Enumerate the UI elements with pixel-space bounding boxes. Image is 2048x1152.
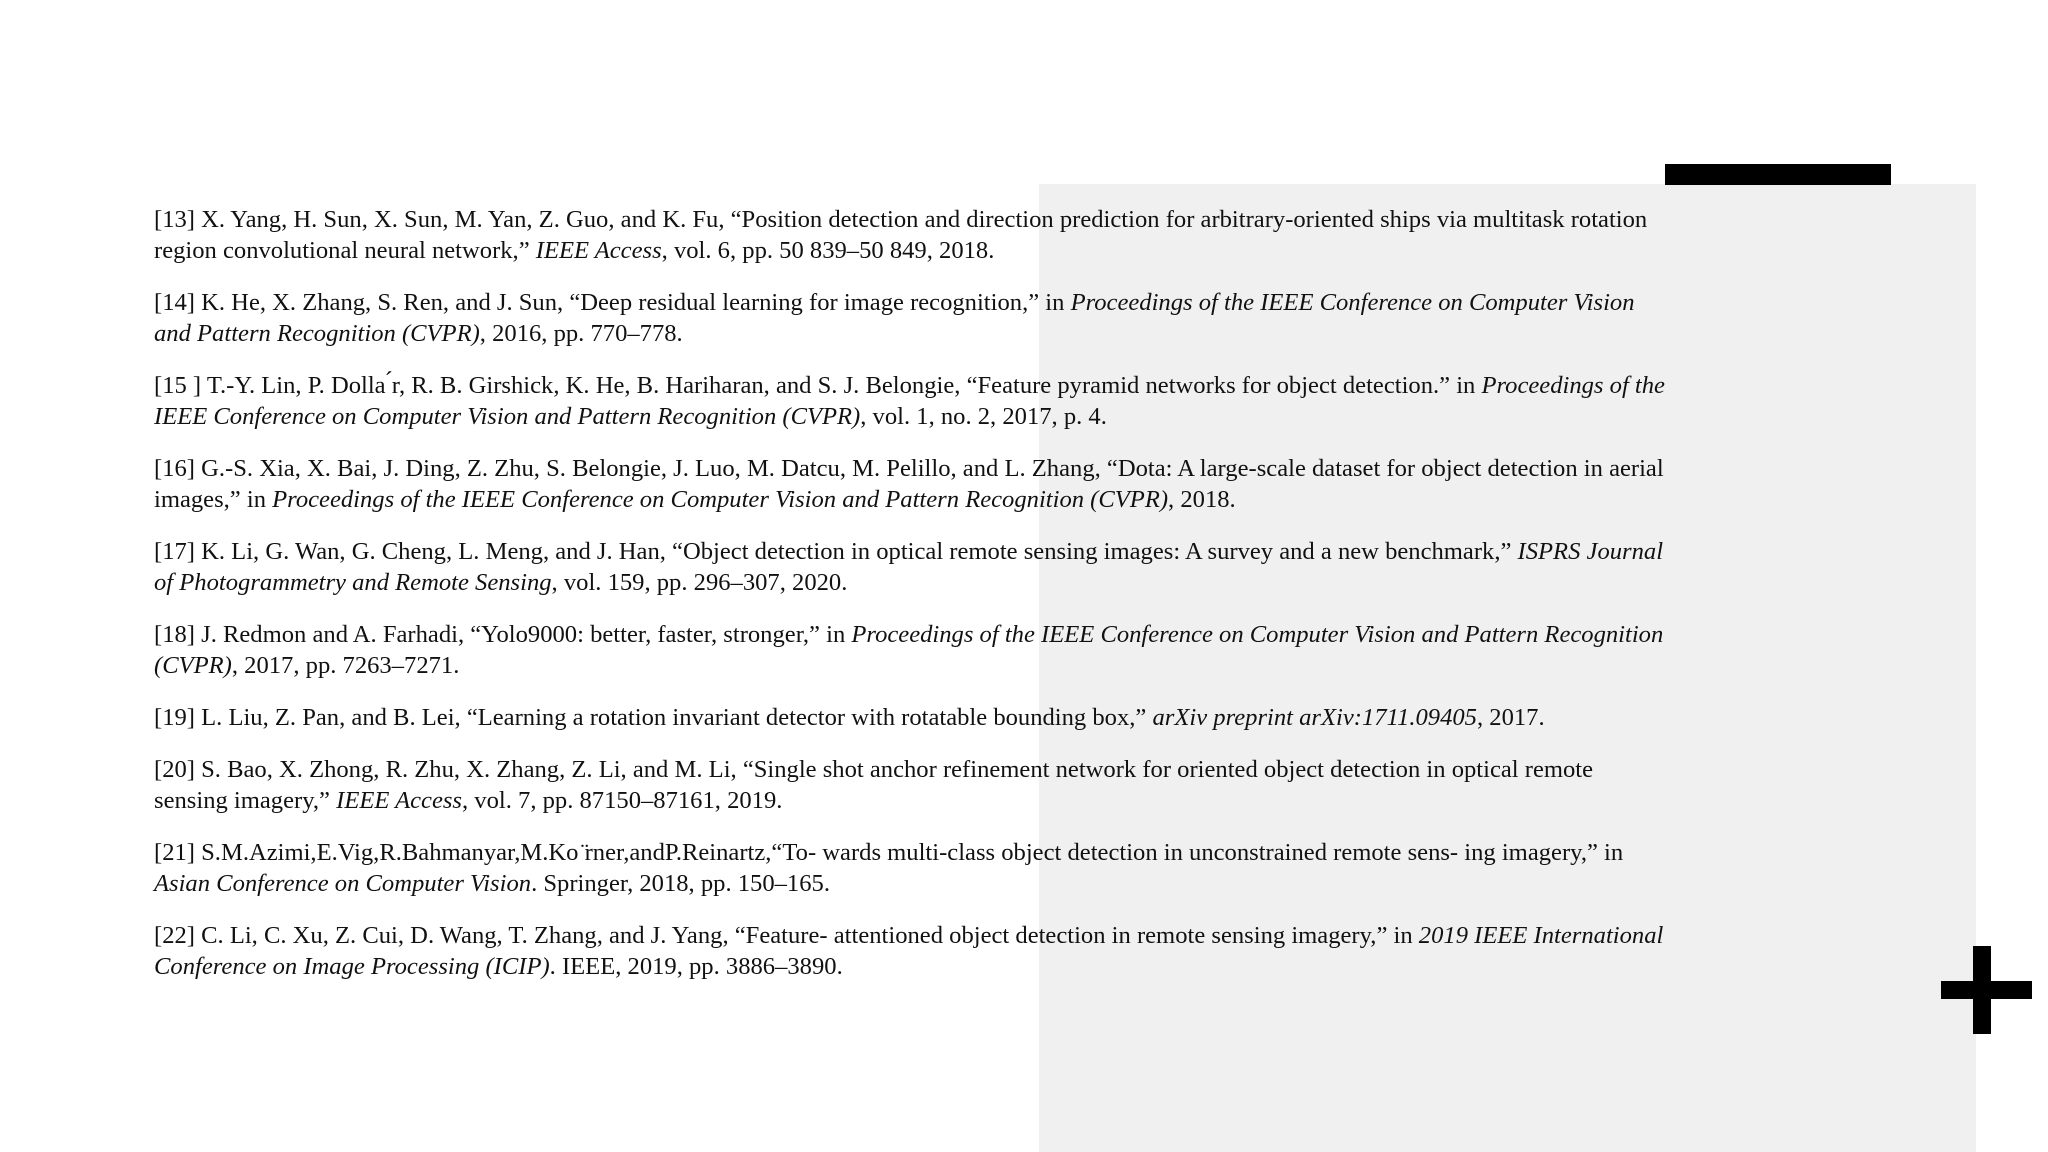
reference-text: [15 ] T.-Y. Lin, P. Dolla ́r, R. B. Girshick, K. He, B. Hariharan, and S. J. Belongie, “Feature pyramid networks for object detection.” in: [154, 372, 1482, 399]
reference-text: [14] K. He, X. Zhang, S. Ren, and J. Sun, “Deep residual learning for image recognition,” in: [154, 289, 1071, 316]
reference-20: [154, 754, 1669, 816]
reference-13: [154, 204, 1669, 266]
reference-text: [19] L. Liu, Z. Pan, and B. Lei, “Learning a rotation invariant detector with rotatable bounding box,”: [154, 704, 1153, 731]
reference-16: [154, 453, 1669, 515]
reference-venue: Proceedings of the IEEE Conference on Computer Vision and Pattern Recognition (CVPR): [272, 486, 1169, 513]
accent-bar: [1665, 164, 1891, 185]
reference-venue: Proceedings of the IEEE Conference on Computer Vision and Pattern Recognition (CVPR): [154, 372, 1665, 430]
reference-text: [20] S. Bao, X. Zhong, R. Zhu, X. Zhang, Z. Li, and M. Li, “Single shot anchor refinement network for oriented object detection in optical remote sensing imagery,”: [154, 756, 1594, 814]
reference-details: . Springer, 2018, pp. 150–165.: [531, 870, 830, 897]
reference-details: , 2018.: [1168, 486, 1236, 513]
reference-21: [154, 837, 1669, 899]
reference-text: [22] C. Li, C. Xu, Z. Cui, D. Wang, T. Zhang, and J. Yang, “Feature- attentioned object detection in remote sensing imagery,” in: [154, 922, 1419, 949]
reference-details: , vol. 6, pp. 50 839–50 849, 2018.: [661, 237, 995, 264]
reference-venue: Asian Conference on Computer Vision: [154, 870, 532, 897]
reference-venue: IEEE Access: [535, 237, 662, 264]
reference-text: [13] X. Yang, H. Sun, X. Sun, M. Yan, Z. Guo, and K. Fu, “Position detection and direction prediction for arbitrary-oriented ships via multitask rotation region convolutional neural network,”: [154, 206, 1648, 264]
reference-venue: Proceedings of the IEEE Conference on Computer Vision and Pattern Recognition (CVPR): [154, 289, 1635, 347]
reference-details: , vol. 1, no. 2, 2017, p. 4.: [860, 403, 1107, 430]
reference-details: , 2017.: [1476, 704, 1545, 731]
reference-venue: Proceedings of the IEEE Conference on Computer Vision and Pattern Recognition (CVPR): [154, 621, 1664, 679]
reference-17: [154, 536, 1669, 598]
reference-venue: ISPRS Journal of Photogrammetry and Remote Sensing: [154, 538, 1664, 596]
reference-venue: 2019 IEEE International Conference on Image Processing (ICIP): [154, 922, 1664, 980]
reference-18: [154, 619, 1669, 681]
reference-19: [154, 702, 1669, 733]
reference-text: [17] K. Li, G. Wan, G. Cheng, L. Meng, and J. Han, “Object detection in optical remote sensing images: A survey and a new benchmark,”: [154, 538, 1518, 565]
reference-venue: arXiv preprint arXiv:1711.09405: [1152, 704, 1477, 731]
reference-venue: IEEE Access: [336, 787, 462, 814]
reference-list: [154, 204, 1669, 1003]
reference-details: , vol. 159, pp. 296–307, 2020.: [551, 569, 848, 596]
reference-text: [21] S.M.Azimi,E.Vig,R.Bahmanyar,M.Ko ̈rner,andP.Reinartz,“To- wards multi-class object detection in unconstrained remote sens- ing imagery,” in: [154, 839, 1624, 866]
reference-text: [16] G.-S. Xia, X. Bai, J. Ding, Z. Zhu, S. Belongie, J. Luo, M. Datcu, M. Pelillo, and L. Zhang, “Dota: A large-scale dataset for object detection in aerial images,” in: [154, 455, 1664, 513]
reference-15: [154, 370, 1669, 432]
reference-details: , 2017, pp. 7263–7271.: [231, 652, 460, 679]
reference-details: , vol. 7, pp. 87150–87161, 2019.: [462, 787, 783, 814]
reference-text: [18] J. Redmon and A. Farhadi, “Yolo9000: better, faster, stronger,” in: [154, 621, 852, 648]
reference-14: [154, 287, 1669, 349]
plus-icon-horizontal: [1941, 981, 2032, 999]
reference-details: , 2016, pp. 770–778.: [479, 320, 683, 347]
reference-details: . IEEE, 2019, pp. 3886–3890.: [549, 953, 843, 980]
reference-22: [154, 920, 1669, 982]
